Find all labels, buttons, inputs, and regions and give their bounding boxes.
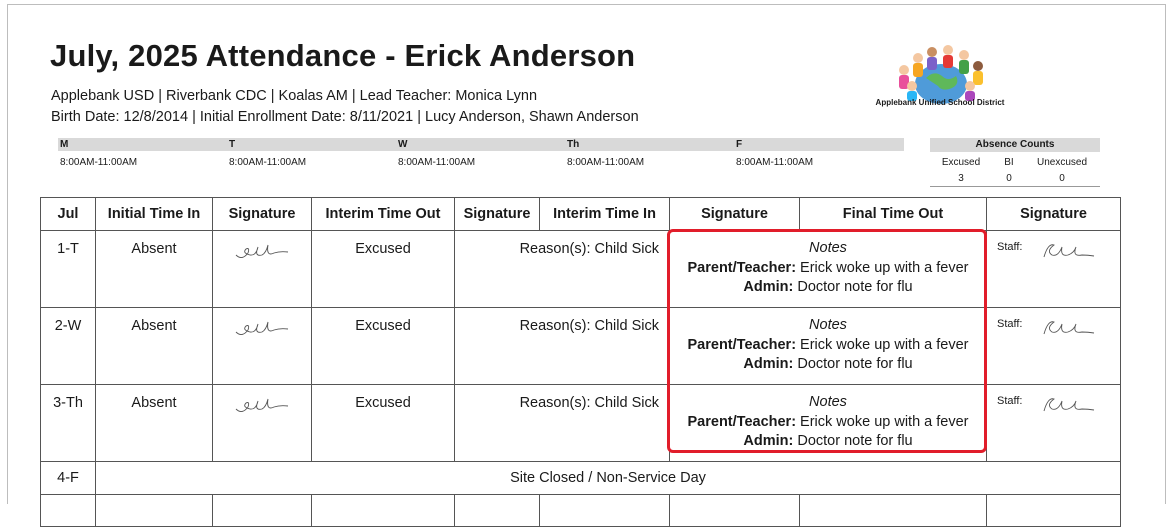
column-header: Interim Time Out [312,198,455,231]
staff-label: Staff: [997,318,1023,330]
column-header: Interim Time In [540,198,670,231]
notes-title: Notes [809,394,847,410]
staff-signature-icon [1038,395,1096,417]
row-time-in: Absent [96,308,213,385]
schedule-day [398,138,475,168]
staff-signature-cell [987,231,1121,308]
staff-signature-icon [1038,241,1096,263]
row-day: 1-T [41,231,96,308]
schedule-day-label: W [398,139,408,150]
schedule-day-time: 8:00AM-11:00AM [736,157,814,168]
row-interim-out: Excused [312,231,455,308]
column-header: Jul [41,198,96,231]
empty-cell [41,495,96,527]
schedule-day [736,138,813,168]
absence-counts-values [930,173,1100,187]
parent-signature [213,385,312,462]
empty-cell [670,495,800,527]
logo-caption: Applebank Unified School District [875,98,1005,107]
schedule-day-time: 8:00AM-11:00AM [567,157,645,168]
notes-admin-label: Admin: [743,356,794,372]
column-header: Initial Time In [96,198,213,231]
notes-admin-label: Admin: [743,279,794,295]
notes-admin-label: Admin: [743,433,794,449]
notes-pt-label: Parent/Teacher: [687,413,797,430]
empty-cell [987,495,1121,527]
notes-pt-text: Erick woke up with a fever [796,259,969,276]
notes-admin-text: Doctor note for flu [793,356,913,372]
table-header-row [41,198,1121,231]
schedule-day-label: M [60,139,69,150]
signature-icon [232,318,292,340]
notes-title: Notes [809,317,847,333]
table-row [41,495,1121,527]
empty-cell [96,495,213,527]
notes-highlight-box [667,229,987,453]
row-time-in: Absent [96,385,213,462]
child-info: Birth Date: 12/8/2014 | Initial Enrollment Date: 8/11/2021 | Lucy Anderson, Shawn Anderson [51,109,639,125]
absence-label-unexcused: Unexcused [1036,157,1088,168]
absence-label-excused: Excused [941,157,981,168]
empty-cell [312,495,455,527]
row-time-in: Absent [96,231,213,308]
page-title: July, 2025 Attendance - Erick Anderson [50,38,636,73]
schedule-day-time: 8:00AM-11:00AM [60,157,138,168]
notes-admin-text: Doctor note for flu [793,433,913,449]
row-interim-out: Excused [312,385,455,462]
schedule-day [229,138,306,168]
staff-signature-icon [1038,318,1096,340]
notes-pt-text: Erick woke up with a fever [796,336,969,353]
row-interim-out: Excused [312,308,455,385]
empty-cell [540,495,670,527]
row-day: 4-F [41,462,96,495]
absence-label-bi: BI [1004,157,1014,168]
staff-label: Staff: [997,395,1023,407]
schedule-day [60,138,137,168]
parent-signature [213,231,312,308]
column-header: Signature [987,198,1121,231]
column-header: Final Time Out [800,198,987,231]
signature-icon [232,395,292,417]
column-header: Signature [455,198,540,231]
notes-pt-label: Parent/Teacher: [687,336,797,353]
schedule-day [567,138,644,168]
table-row-closed [41,462,1121,495]
absence-value-unexcused: 0 [1059,173,1065,184]
column-header: Signature [213,198,312,231]
program-info: Applebank USD | Riverbank CDC | Koalas AM | Lead Teacher: Monica Lynn [51,88,538,104]
closed-message: Site Closed / Non-Service Day [96,462,1121,495]
notes-pt-label: Parent/Teacher: [687,259,797,276]
empty-cell [455,495,540,527]
absence-counts-title: Absence Counts [930,138,1100,152]
parent-signature [213,308,312,385]
notes-title: Notes [809,240,847,256]
schedule-day-label: Th [567,139,580,150]
row-day: 2-W [41,308,96,385]
row-day: 3-Th [41,385,96,462]
notes-admin-text: Doctor note for flu [793,279,913,295]
staff-signature-cell [987,385,1121,462]
row-reason: Reason(s): Child Sick [455,308,670,385]
empty-cell [213,495,312,527]
empty-cell [800,495,987,527]
absence-value-bi: 0 [1006,173,1012,184]
signature-icon [232,241,292,263]
notes-pt-text: Erick woke up with a fever [796,413,969,430]
staff-signature-cell [987,308,1121,385]
staff-label: Staff: [997,241,1023,253]
column-header: Signature [670,198,800,231]
schedule-day-label: F [736,139,743,150]
row-reason: Reason(s): Child Sick [455,231,670,308]
schedule-day-time: 8:00AM-11:00AM [398,157,476,168]
schedule-day-label: T [229,139,236,150]
row-reason: Reason(s): Child Sick [455,385,670,462]
absence-value-excused: 3 [958,173,964,184]
schedule-day-time: 8:00AM-11:00AM [229,157,307,168]
